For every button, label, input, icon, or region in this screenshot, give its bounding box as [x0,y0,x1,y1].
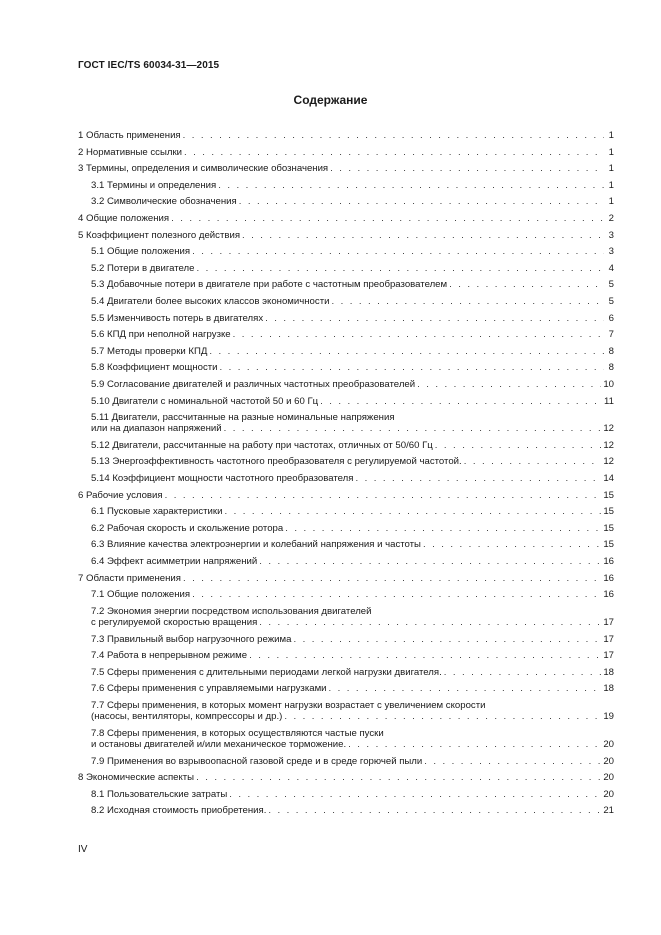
toc-entry-title: 5.7 Методы проверки КПД [91,345,208,357]
toc-entry [78,473,614,490]
toc-entry [78,683,614,700]
toc-page-number: 16 [603,589,614,601]
toc-entry [78,789,614,806]
toc-entry [78,230,614,247]
toc-entry-title: 6.1 Пусковые характеристики [91,506,223,518]
toc-page-number: 20 [603,788,614,800]
toc-page-number: 1 [608,179,614,191]
toc-dot-leader [284,711,601,722]
toc-entry-title: 7.5 Сферы применения с длительными периодами легкой нагрузки двигателя. [91,666,442,678]
toc-dot-leader [320,396,602,407]
toc-dot-leader [285,523,601,534]
toc-entry-title: 5.3 Добавочные потери в двигателе при работе с частотным преобразователем [91,279,448,291]
toc-dot-leader [435,440,602,451]
toc-page-number: 7 [608,329,614,341]
toc-entry-title: 7.9 Применения во взрывоопасной газовой среде и в среде горючей пыли [91,755,423,767]
toc-page-number: 15 [603,489,614,501]
toc-dot-leader [249,650,601,661]
toc-entry-title: 3 Термины, определения и символические обозначения [78,163,329,175]
toc-entry [78,556,614,573]
toc-entry [78,490,614,507]
toc-entry [78,147,614,164]
toc-entry-title: 7.1 Общие положения [91,589,191,601]
toc-entry-title: 8 Экономические аспекты [78,772,195,784]
toc-page-number: 11 [604,395,614,407]
toc-dot-leader [171,213,604,224]
toc-page-number: 8 [608,345,614,357]
toc-dot-leader [196,772,601,783]
toc-dot-leader [355,473,601,484]
toc-entry-title: 5.1 Общие положения [91,246,191,258]
toc-dot-leader [165,490,602,501]
toc-page-number: 1 [608,163,614,175]
toc-dot-leader [183,130,604,141]
toc-entry-title: 6.4 Эффект асимметрии напряжений [91,556,258,568]
toc-entry [78,412,614,440]
toc-dot-leader [423,539,601,550]
toc-dot-leader [331,296,604,307]
toc-dot-leader [265,313,604,324]
toc-entry-title: 6.2 Рабочая скорость и скольжение ротора [91,522,284,534]
toc-entry-title: 5.8 Коэффициент мощности [91,362,218,374]
toc-entry-title: 5 Коэффициент полезного действия [78,229,241,241]
toc-entry [78,539,614,556]
toc-page-number: 20 [603,738,614,750]
toc-entry-title: 5.10 Двигатели с номинальной частотой 50 и 60 Гц [91,395,319,407]
toc-dot-leader [268,805,601,816]
toc-entry [78,346,614,363]
toc-page-number: 15 [603,539,614,551]
toc-entry-title: 7.4 Работа в непрерывном режиме [91,650,248,662]
toc-entry-title: 5.13 Энергоэффективность частотного преобразователя с регулируемой частотой. [91,456,462,468]
toc-dot-leader [293,634,601,645]
toc-page-number: 17 [603,633,614,645]
toc-dot-leader [417,379,601,390]
toc-entry-title: 3.2 Символические обозначения [91,196,237,208]
toc-entry-title: 7.3 Правильный выбор нагрузочного режима [91,633,292,645]
toc-dot-leader [330,163,604,174]
toc-dot-leader [233,329,604,340]
toc-entry [78,700,614,728]
toc-entry [78,263,614,280]
toc-entry [78,379,614,396]
toc-entry-title: 7 Области применения [78,572,181,584]
toc-page-number: 19 [603,711,614,723]
toc-entry-title: (насосы, вентиляторы, компрессоры и др.) [91,711,283,723]
toc-entry [78,246,614,263]
toc-page-number: 20 [603,755,614,767]
toc-page-number: 12 [603,423,614,435]
toc-entry-title: 5.2 Потери в двигателе [91,262,195,274]
toc-entry [78,650,614,667]
toc-dot-leader [424,756,601,767]
toc-page-number: 4 [608,262,614,274]
toc-dot-leader [196,263,604,274]
toc-entry-title: 5.9 Согласование двигателей и различных частотных преобразователей [91,378,416,390]
toc-entry [78,728,614,756]
toc-entry [78,573,614,590]
toc-entry [78,606,614,634]
toc-entry-title: 5.5 Изменчивость потерь в двигателях [91,312,264,324]
toc-dot-leader [329,683,602,694]
toc-entry-title: 3.1 Термины и определения [91,179,217,191]
toc-page-number: 5 [608,279,614,291]
toc-entry [78,440,614,457]
toc-page-number: 17 [603,617,614,629]
toc-entry-title: и остановы двигателей и/или механическое торможение. [91,738,347,750]
toc-entry [78,756,614,773]
toc-page-number: 17 [603,650,614,662]
toc-page-number: 1 [608,130,614,141]
toc-entry-title: или на диапазон напряжений [91,423,222,435]
toc-dot-leader [224,506,601,517]
toc-dot-leader [192,589,601,600]
toc-dot-leader [348,739,601,750]
toc-dot-leader [183,573,601,584]
toc-entry [78,180,614,197]
toc-entry-title: 5.11 Двигатели, рассчитанные на разные номинальные напряжения [91,412,395,424]
toc-entry [78,506,614,523]
toc-page-number: 16 [603,572,614,584]
toc-page-number: 1 [608,196,614,208]
toc-dot-leader [224,423,602,434]
toc-page-number: 1 [608,146,614,158]
toc-page-number: 12 [603,439,614,451]
toc-page-number: 21 [603,805,614,817]
toc-page-number: 2 [608,212,614,224]
toc-entry-title: 5.12 Двигатели, рассчитанные на работу при частотах, отличных от 50/60 Гц [91,439,433,451]
toc-entry [78,634,614,651]
toc-dot-leader [444,667,602,678]
toc-dot-leader [184,147,604,158]
toc-page-number: 20 [603,772,614,784]
page-number: IV [78,844,88,855]
toc-entry-title: 7.6 Сферы применения с управляемыми нагрузками [91,683,327,695]
toc-dot-leader [229,789,601,800]
toc-page-number: 3 [608,229,614,241]
toc-entry [78,213,614,230]
toc-entry-title: 5.4 Двигатели более высоких классов экономичности [91,295,330,307]
toc-page-number: 16 [603,556,614,568]
toc-entry [78,805,614,822]
toc-entry [78,279,614,296]
toc-entry [78,589,614,606]
toc-dot-leader [259,617,601,628]
toc-dot-leader [242,230,604,241]
toc-page-number: 10 [603,378,614,390]
toc-dot-leader [449,279,604,290]
toc-entry [78,456,614,473]
toc-entry-title: 2 Нормативные ссылки [78,146,183,158]
toc-page-number: 15 [603,506,614,518]
toc-page-number: 14 [603,473,614,485]
document-header: ГОСТ IEC/TS 60034-31—2015 [78,60,220,71]
toc-entry [78,523,614,540]
toc-page-number: 18 [603,666,614,678]
toc-entry [78,362,614,379]
toc-entry [78,130,614,147]
toc-dot-leader [209,346,604,357]
toc-entry-title: 8.2 Исходная стоимость приобретения. [91,805,267,817]
toc-entry [78,196,614,213]
toc-entry-title: 1 Область применения [78,130,181,141]
toc-entry-title: 7.7 Сферы применения, в которых момент нагрузки возрастает с увеличением скорости [91,700,486,711]
toc-entry [78,667,614,684]
toc-entry [78,396,614,413]
toc-entry [78,163,614,180]
toc-entry-title: 6 Рабочие условия [78,489,163,501]
toc-dot-leader [259,556,601,567]
toc-page-number: 15 [603,522,614,534]
page-title: Содержание [293,93,368,107]
toc-entry-title: 7.8 Сферы применения, в которых осуществляются частые пуски [91,727,384,739]
table-of-contents [78,130,614,822]
toc-dot-leader [220,362,604,373]
toc-dot-leader [218,180,604,191]
toc-entry-title: 5.14 Коэффициент мощности частотного преобразователя [91,473,354,485]
toc-page-number: 8 [608,362,614,374]
toc-entry [78,296,614,313]
toc-entry [78,772,614,789]
toc-page-number: 3 [608,246,614,258]
toc-page-number: 5 [608,295,614,307]
toc-entry-title: 4 Общие положения [78,212,170,224]
toc-entry-title: 8.1 Пользовательские затраты [91,788,228,800]
toc-page-number: 12 [603,456,614,468]
toc-entry [78,313,614,330]
toc-dot-leader [239,196,604,207]
toc-page-number: 6 [608,312,614,324]
toc-entry-title: 6.3 Влияние качества электроэнергии и колебаний напряжения и частоты [91,539,421,551]
toc-entry-title: с регулируемой скоростью вращения [91,617,258,629]
toc-dot-leader [464,456,602,467]
toc-entry-title: 5.6 КПД при неполной нагрузке [91,329,231,341]
toc-page-number: 18 [603,683,614,695]
toc-entry-title: 7.2 Экономия энергии посредством использования двигателей [91,605,372,617]
toc-entry [78,329,614,346]
toc-dot-leader [192,246,604,257]
